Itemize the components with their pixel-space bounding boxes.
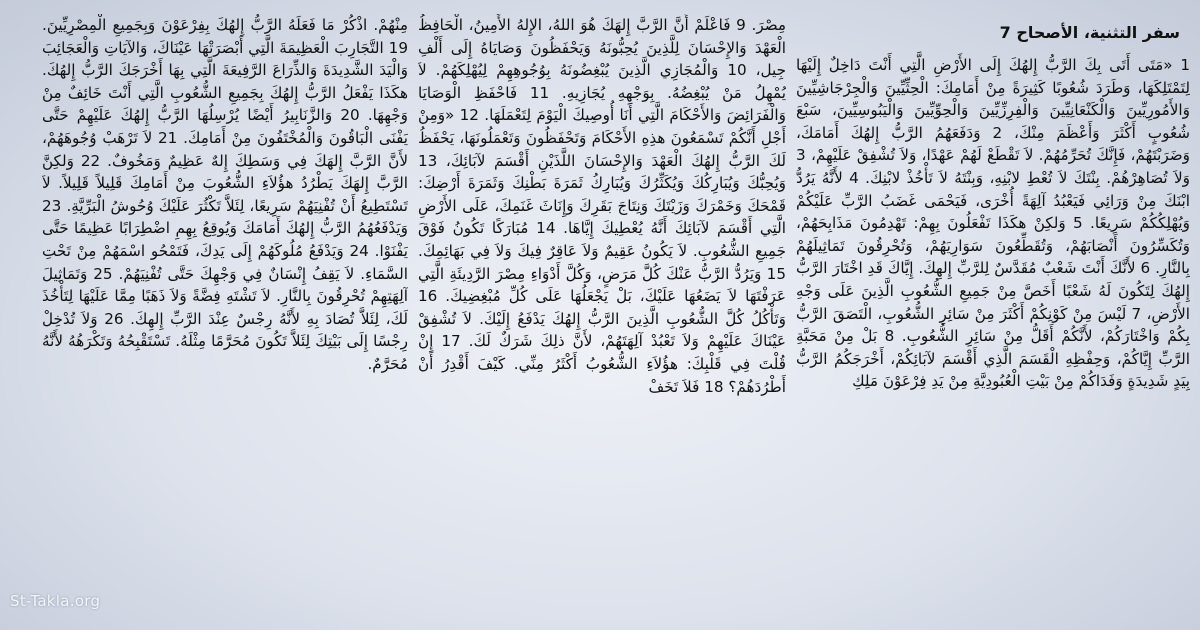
site-watermark: St-Takla.org xyxy=(10,592,101,610)
column-left-text: مِنْهُمْ. اذْكُرْ مَا فَعَلَهُ الرَّبُّ إِلهُكَ بِفِرْعَوْنَ وَبِجَمِيعِ الْمِصْرِيِّينَ. 19 التَّجَارِبَ الْعَظِيمَةَ الَّتِي أَبْصَرَتْهَا عَيْنَاكَ، وَالآيَاتِ وَالْعَجَائِبَ وَالْيَدَ الشَّدِيدَةَ وَالذِّرَاعَ الرَّفِيعَةَ الَّتِي بِهَا أَخْرَجَكَ الرَّبُّ إِلهُكَ. هكَذَا يَفْعَلُ الرَّبُّ إِلهُكَ بِجَمِيعِ الشُّعُوبِ الَّتِي أَنْتَ خَائِفٌ مِنْ وَجْهِهَا. 20 وَالزَّنَابِيرُ أَيْضًا يُرْسِلُهَا الرَّبُّ إِلهُكَ عَلَيْهِمْ حَتَّى يَفْنَى الْبَاقُونَ وَالْمُخْتَفُونَ مِنْ أَمَامِكَ. 21 لاَ تَرْهَبْ وُجُوهَهُمْ، لأَنَّ الرَّبَّ إِلهَكَ فِي وَسَطِكَ إِلهٌ عَظِيمٌ وَمَخُوفٌ. 22 وَلكِنَّ الرَّبَّ إِلهَكَ يَطْرُدُ هؤُلاَءِ الشُّعُوبَ مِنْ أَمَامِكَ قَلِيلاً قَلِيلاً. لاَ تَسْتَطِيعُ أَنْ تُفْنِيَهُمْ سَرِيعًا، لِئَلاَّ تَكْثُرَ عَلَيْكَ وُحُوشُ الْبَرِّيَّةِ. 23 وَيَدْفَعُهُمُ الرَّبُّ إِلهُكَ أَمَامَكَ وَيُوقِعُ بِهِمِ اضْطِرَابًا عَظِيمًا حَتَّى يَفْنَوْا. 24 وَيَدْفَعُ مُلُوكَهُمْ إِلَى يَدِكَ، فَتَمْحُو اسْمَهُمْ مِنْ تَحْتِ السَّمَاءِ. لاَ يَقِفُ إِنْسَانٌ فِي وَجْهِكَ حَتَّى تُفْنِيَهُمْ. 25 وَتَمَاثِيلَ آلِهَتِهِمْ تُحْرِقُونَ بِالنَّارِ. لاَ تَشْتَهِ فِضَّةً وَلاَ ذَهَبًا مِمَّا عَلَيْهَا لِتَأْخُذَ لَكَ، لِئَلاَّ تُصَادَ بِهِ لأَنَّهُ رِجْسٌ عِنْدَ الرَّبِّ إِلهِكَ. 26 وَلاَ تُدْخِلْ رِجْسًا إِلَى بَيْتِكَ لِئَلاَّ تَكُونَ مُحَرَّمًا مِثْلَهُ. تَسْتَقْبِحُهُ وَتَكْرَهُهُ لأَنَّهُ مُحَرَّمٌ. xyxy=(42,16,408,373)
column-middle xyxy=(418,14,786,614)
column-middle-text: مِصْرَ. 9 فَاعْلَمْ أَنَّ الرَّبَّ إِلهَكَ هُوَ اللهُ، الإِلهُ الأَمِينُ، الْحَافِظُ الْعَهْدَ وَالإِحْسَانَ لِلَّذِينَ يُحِبُّونَهُ وَيَحْفَظُونَ وَصَايَاهُ إِلَى أَلْفِ جِيل، 10 وَالْمُجَازِي الَّذِينَ يُبْغِضُونَهُ بِوُجُوهِهِمْ لِيُهْلِكَهُمْ. لاَ يُمْهِلُ مَنْ يُبْغِضُهُ. بِوَجْهِهِ يُجَازِيهِ. 11 فَاحْفَظِ الْوَصَايَا وَالْفَرَائِضَ وَالأَحْكَامَ الَّتِي أَنَا أُوصِيكَ الْيَوْمَ لِتَعْمَلَهَا. 12 «وَمِنْ أَجْلِ أَنَّكُمْ تَسْمَعُونَ هذِهِ الأَحْكَامَ وَتَحْفَظُونَ وَتَعْمَلُونَهَا، يَحْفَظُ لَكَ الرَّبُّ إِلهُكَ الْعَهْدَ وَالإِحْسَانَ اللَّذَيْنِ أَقْسَمَ لآبَائِكَ، 13 وَيُحِبُّكَ وَيُبَارِكُكَ وَيُكَثِّرُكَ وَيُبَارِكُ ثَمَرَةَ بَطْنِكَ وَثَمَرَةَ أَرْضِكَ: قَمْحَكَ وَخَمْرَكَ وَزَيْتَكَ وَنِتَاجَ بَقَرِكَ وَإِنَاثَ غَنَمِكَ، عَلَى الأَرْضِ الَّتِي أَقْسَمَ لآبَائِكَ أَنَّهُ يُعْطِيكَ إِيَّاهَا. 14 مُبَارَكًا تَكُونُ فَوْقَ جَمِيعِ الشُّعُوبِ. لاَ يَكُونُ عَقِيمٌ وَلاَ عَاقِرٌ فِيكَ وَلاَ فِي بَهَائِمِكَ. 15 وَيَرُدُّ الرَّبُّ عَنْكَ كُلَّ مَرَضٍ، وَكُلَّ أَدْوَاءِ مِصْرَ الرَّدِيئَةِ الَّتِي عَرَفْتَهَا لاَ يَضَعُهَا عَلَيْكَ، بَلْ يَجْعَلُهَا عَلَى كُلِّ مُبْغِضِيكَ. 16 وَتَأْكُلُ كُلَّ الشُّعُوبِ الَّذِينَ الرَّبُّ إِلهُكَ يَدْفَعُ إِلَيْكَ. لاَ تُشْفِقْ عَيْنَاكَ عَلَيْهِمْ وَلاَ تَعْبُدْ آلِهَتَهُمْ، لأَنَّ ذلِكَ شَرَكٌ لَكَ. 17 إِنْ قُلْتَ فِي قَلْبِكَ: هؤُلاَءِ الشُّعُوبُ أَكْثَرُ مِنِّي. كَيْفَ أَقْدِرُ أَنْ أَطْرُدَهُمْ؟ 18 فَلاَ تَخَفْ xyxy=(418,16,786,396)
page-title: سفر التثنية، الأصحاح 7 xyxy=(999,23,1180,42)
column-right xyxy=(796,22,1190,622)
column-left xyxy=(42,14,408,614)
column-right-text: 1 «مَتَى أَتَى بِكَ الرَّبُّ إِلهُكَ إِلَى الأَرْضِ الَّتِي أَنْتَ دَاخِلٌ إِلَيْهَا لِتَمْتَلِكَهَا، وَطَرَدَ شُعُوبًا كَثِيرَةً مِنْ أَمَامِكَ: الْحِثِّيِّينَ وَالْجِرْجَاشِيِّينَ وَالأَمُورِيِّينَ وَالْكَنْعَانِيِّينَ وَالْفِرِزِّيِّينَ وَالْحِوِّيِّينَ وَالْيَبُوسِيِّينَ، سَبْعَ شُعُوبٍ أَكْثَرَ وَأَعْظَمَ مِنْكَ، 2 وَدَفَعَهُمُ الرَّبُّ إِلهُكَ أَمَامَكَ، وَضَرَبْتَهُمْ، فَإِنَّكَ تُحَرِّمُهُمْ. لاَ تَقْطَعْ لَهُمْ عَهْدًا، وَلاَ تُشْفِقْ عَلَيْهِمْ، 3 وَلاَ تُصَاهِرْهُمْ. بِنْتَكَ لاَ تُعْطِ لابْنِهِ، وَبِنْتَهُ لاَ تَأْخُذْ لابْنِكَ. 4 لأَنَّهُ يَرُدُّ ابْنَكَ مِنْ وَرَائِي فَيَعْبُدُ آلِهَةً أُخْرَى، فَيَحْمَى غَضَبُ الرَّبِّ عَلَيْكُمْ وَيُهْلِكُكُمْ سَرِيعًا. 5 وَلكِنْ هكَذَا تَفْعَلُونَ بِهِمْ: تَهْدِمُونَ مَذَابِحَهُمْ، وَتُكَسِّرُونَ أَنْصَابَهُمْ، وَتُقَطِّعُونَ سَوَارِيَهُمْ، وَتُحْرِقُونَ تَمَاثِيلَهُمْ بِالنَّارِ. 6 لأَنَّكَ أَنْتَ شَعْبٌ مُقَدَّسٌ لِلرَّبِّ إِلهِكَ. إِيَّاكَ قَدِ اخْتَارَ الرَّبُّ إِلهُكَ لِتَكُونَ لَهُ شَعْبًا أَخَصَّ مِنْ جَمِيعِ الشُّعُوبِ الَّذِينَ عَلَى وَجْهِ الأَرْضِ، 7 لَيْسَ مِنْ كَوْنِكُمْ أَكْثَرَ مِنْ سَائِرِ الشُّعُوبِ، الْتَصَقَ الرَّبُّ بِكُمْ وَاخْتَارَكُمْ، لأَنَّكُمْ أَقَلُّ مِنْ سَائِرِ الشُّعُوبِ. 8 بَلْ مِنْ مَحَبَّةِ الرَّبِّ إِيَّاكُمْ، وَحِفْظِهِ الْقَسَمَ الَّذِي أَقْسَمَ لآبَائِكُمْ، أَخْرَجَكُمُ الرَّبُّ بِيَدٍ شَدِيدَةٍ وَفَدَاكُمْ مِنْ بَيْتِ الْعُبُودِيَّةِ مِنْ يَدِ فِرْعَوْنَ مَلِكِ xyxy=(796,56,1190,391)
